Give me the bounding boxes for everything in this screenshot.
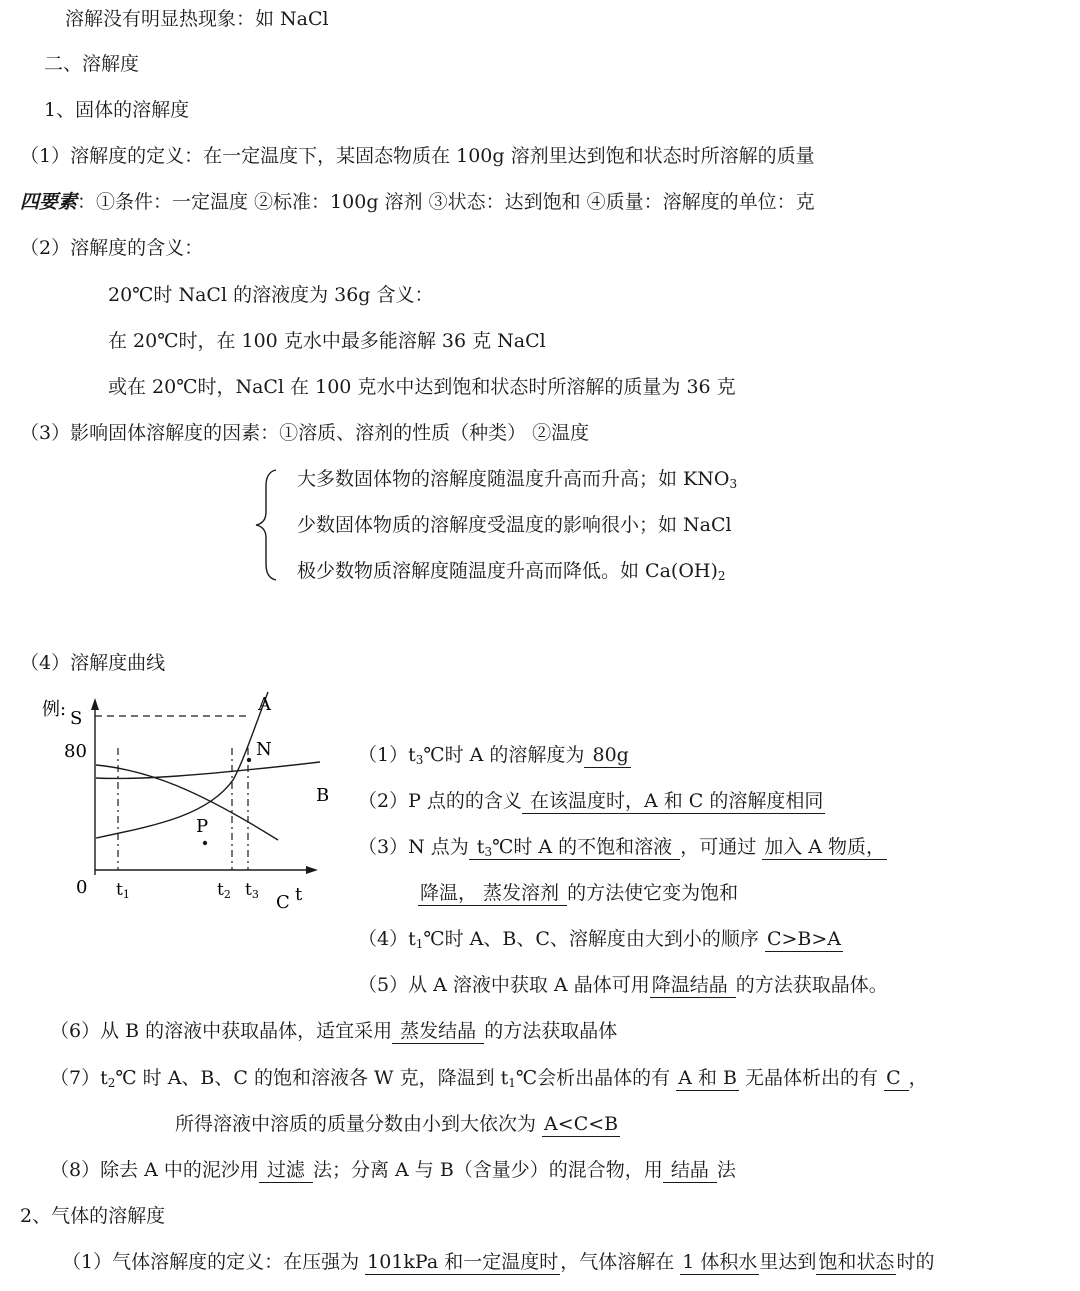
answer-blank: 降温结晶 xyxy=(651,974,734,996)
q-text: 的方法获取晶体。 xyxy=(735,974,888,996)
q-text: ℃时 A、B、C、溶解度由大到小的顺序 xyxy=(423,928,765,950)
question-3-cont xyxy=(418,884,738,903)
answer-text: ℃时 A 的不饱和溶液 xyxy=(492,836,679,858)
subscript: 1 xyxy=(415,937,424,951)
text-line: 或在 20℃时，NaCl 在 100 克水中达到饱和状态时所溶解的质量为 36 克 xyxy=(108,376,736,398)
answer-blank: C>B>A xyxy=(766,928,841,950)
answer-blank xyxy=(469,836,680,860)
brace-item xyxy=(297,470,737,490)
question-8 xyxy=(50,1161,736,1180)
q-text: 里达到 xyxy=(759,1251,817,1273)
q-text: （6）从 B 的溶液中获取晶体，适宜采用 xyxy=(50,1020,393,1042)
question-5 xyxy=(358,976,888,995)
q-text: ， xyxy=(908,1067,928,1089)
question-4 xyxy=(358,930,843,950)
question-6 xyxy=(50,1022,617,1041)
answer-blank: 80g xyxy=(586,744,629,766)
q-text: ，气体溶解在 xyxy=(560,1251,681,1273)
y-tick-label: 80 xyxy=(64,741,87,762)
answer-blank: 降温， 蒸发溶剂 xyxy=(420,882,566,904)
q-text: （8）除去 A 中的泥沙用 xyxy=(50,1159,259,1181)
point-label-n: N xyxy=(256,739,272,760)
subscript: 2 xyxy=(107,1076,116,1090)
q-text: （1）气体溶解度的定义：在压强为 xyxy=(62,1251,366,1273)
subscript: 2 xyxy=(717,569,726,583)
q-text: （1）t xyxy=(358,744,416,766)
answer-blank: 蒸发结晶 xyxy=(394,1020,483,1042)
point-n xyxy=(247,758,251,762)
brace-item-text: 极少数物质溶解度随温度升高而降低。如 Ca(OH) xyxy=(297,560,718,582)
q-text: 的方法使它变为饱和 xyxy=(567,882,739,904)
text-line: 溶解没有明显热现象：如 NaCl xyxy=(65,8,329,30)
q-text: （2）P 点的的含义 xyxy=(358,790,522,812)
q-text: （5）从 A 溶液中获取 A 晶体可用 xyxy=(358,974,650,996)
subscript: 3 xyxy=(729,477,738,491)
text-line: （1）溶解度的定义：在一定温度下，某固态物质在 100g 溶剂里达到饱和状态时所溶解的质量 xyxy=(20,145,815,167)
y-axis-arrow-icon xyxy=(91,698,99,710)
brace-item: 少数固体物质的溶解度受温度的影响很小；如 NaCl xyxy=(297,514,732,536)
q-text: 法 xyxy=(716,1159,736,1181)
answer-blank: 加入 A 物质， xyxy=(764,836,886,858)
x-tick-t1 xyxy=(116,880,130,901)
answer-blank: 结晶 xyxy=(664,1159,715,1181)
answer-blank: A<C<B xyxy=(544,1113,619,1135)
tick-subscript: 2 xyxy=(223,888,231,901)
answer-blank: 101kPa 和一定温度时 xyxy=(367,1251,559,1273)
q-text: 的方法获取晶体 xyxy=(484,1020,618,1042)
subsection-heading: 1、固体的溶解度 xyxy=(44,99,190,121)
question-7 xyxy=(50,1069,928,1089)
point-label-p: P xyxy=(196,816,209,837)
q-text: ℃会析出晶体的有 xyxy=(515,1067,677,1089)
origin-label: 0 xyxy=(76,877,88,898)
point-p xyxy=(203,841,207,845)
answer-text: t xyxy=(470,836,485,858)
curve-a xyxy=(96,692,268,838)
answer-blank: 饱和状态 xyxy=(818,1251,895,1273)
answer-blank: C xyxy=(886,1067,907,1089)
y-axis-label: S xyxy=(70,708,83,729)
section-heading: 二、溶解度 xyxy=(44,53,140,75)
tick-text: t xyxy=(245,880,252,900)
x-axis-label: t xyxy=(295,884,303,905)
answer-blank: 在该温度时，A 和 C 的溶解度相同 xyxy=(523,790,824,812)
subscript: 1 xyxy=(508,1076,516,1090)
text-line: 在 20℃时，在 100 克水中最多能溶解 36 克 NaCl xyxy=(108,330,546,352)
text-line: （3）影响固体溶解度的因素：①溶质、溶剂的性质（种类） ②温度 xyxy=(20,422,590,444)
text-line: （2）溶解度的含义： xyxy=(20,237,204,259)
x-axis-arrow-icon xyxy=(306,866,318,874)
answer-blank: 过滤 xyxy=(260,1159,311,1181)
q-text: ℃时 A 的溶解度为 xyxy=(423,744,585,766)
example-label: 例: xyxy=(42,699,67,720)
brace-item-text: 大多数固体物的溶解度随温度升高而升高；如 KNO xyxy=(297,468,730,490)
left-brace-icon xyxy=(250,466,290,584)
curve-label-b: B xyxy=(316,785,330,806)
question-1 xyxy=(358,746,631,766)
text-line: 20℃时 NaCl 的溶液度为 36g 含义： xyxy=(108,284,434,306)
q-text: （4）t xyxy=(358,928,416,950)
text-line: （4）溶解度曲线 xyxy=(20,652,166,674)
q-text: 法；分离 A 与 B（含量少）的混合物，用 xyxy=(312,1159,663,1181)
gas-definition xyxy=(62,1253,934,1272)
subsection-heading: 2、气体的溶解度 xyxy=(20,1205,166,1227)
solubility-curve-figure xyxy=(38,690,338,920)
curve-label-a: A xyxy=(258,694,271,715)
brace-item xyxy=(297,562,726,582)
question-3 xyxy=(358,838,887,858)
answer-blank: A 和 B xyxy=(678,1067,737,1089)
q-text: （3）N 点为 xyxy=(358,836,469,858)
q-text: 时的 xyxy=(896,1251,935,1273)
answer-blank: 1 体积水 xyxy=(682,1251,758,1273)
four-elements-text: ：①条件：一定温度 ②标准：100g 溶剂 ③状态：达到饱和 ④质量：溶解度的单位：克 xyxy=(77,191,815,213)
q-text: （7）t xyxy=(50,1067,108,1089)
question-7-cont xyxy=(175,1115,620,1134)
x-tick-t3 xyxy=(245,880,259,901)
q-text: 无晶体析出的有 xyxy=(738,1067,885,1089)
subscript: 3 xyxy=(484,845,493,859)
tick-text: t xyxy=(217,880,224,900)
four-elements-label: 四要素 xyxy=(20,191,78,213)
tick-subscript: 1 xyxy=(122,888,130,901)
curve-label-c: C xyxy=(276,892,290,913)
tick-subscript: 3 xyxy=(251,888,259,901)
q-text: ℃ 时 A、B、C 的饱和溶液各 W 克，降温到 t xyxy=(115,1067,509,1089)
q-text: ，可通过 xyxy=(680,836,763,858)
curve-c xyxy=(96,765,278,840)
subscript: 3 xyxy=(415,753,424,767)
tick-text: t xyxy=(116,880,123,900)
text-line xyxy=(20,193,815,212)
x-tick-t2 xyxy=(217,880,231,901)
question-2 xyxy=(358,792,825,811)
q-text: 所得溶液中溶质的质量分数由小到大依次为 xyxy=(175,1113,543,1135)
